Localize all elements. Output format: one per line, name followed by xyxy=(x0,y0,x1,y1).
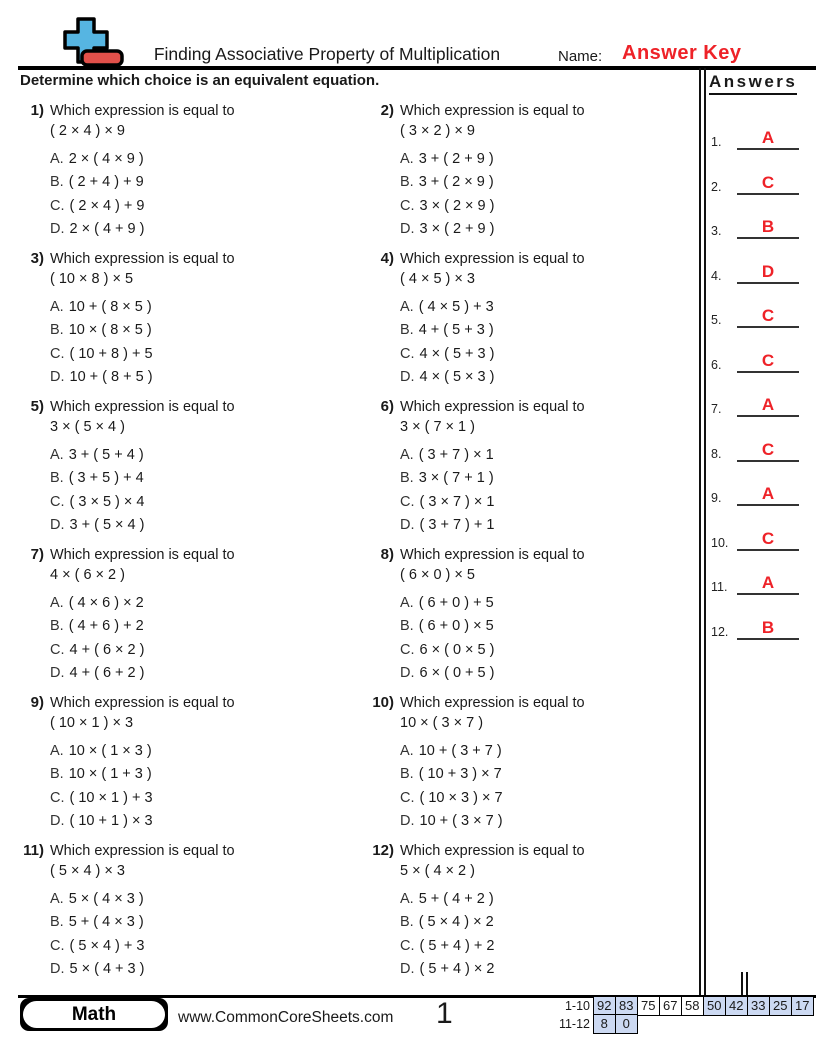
choice-list xyxy=(400,887,700,981)
answer-item xyxy=(711,260,816,284)
website-url: www.CommonCoreSheets.com xyxy=(178,1009,394,1026)
score-row-1-cells xyxy=(594,996,814,1016)
answer-letter: C xyxy=(761,350,775,370)
choice-c xyxy=(400,490,700,514)
choice-b-text: ( 5 × 4 ) × 2 xyxy=(418,914,494,931)
question-prompt: Which expression is equal to xyxy=(50,695,235,711)
choice-c-text: ( 3 × 7 ) × 1 xyxy=(419,493,495,510)
choice-b-letter: B. xyxy=(400,618,414,635)
choice-c-letter: C. xyxy=(400,937,415,954)
answer-blank xyxy=(737,485,799,506)
choice-a-text: ( 4 × 5 ) + 3 xyxy=(418,298,494,315)
score-cell: 92 xyxy=(593,996,617,1016)
choice-d xyxy=(400,514,700,538)
choice-c-text: ( 5 × 4 ) + 3 xyxy=(69,937,145,954)
answers-panel xyxy=(699,68,816,995)
choice-b xyxy=(50,911,350,935)
score-cell: 8 xyxy=(593,1014,617,1034)
answer-number: 2. xyxy=(711,179,722,194)
answer-blank xyxy=(737,352,799,373)
question-body xyxy=(400,250,700,392)
choice-d-text: 10 + ( 3 × 7 ) xyxy=(419,813,503,830)
choice-d xyxy=(400,810,700,834)
answer-item xyxy=(711,215,816,239)
answer-number: 5. xyxy=(711,313,722,327)
choice-d-text: 4 × ( 5 × 3 ) xyxy=(419,369,495,386)
answer-number: 8. xyxy=(711,446,722,461)
choice-a xyxy=(400,887,700,911)
score-table-tick xyxy=(741,972,748,996)
answer-item xyxy=(711,393,816,417)
choice-a xyxy=(50,591,350,615)
answer-blank xyxy=(737,530,799,551)
choice-b-text: 10 × ( 8 × 5 ) xyxy=(68,322,152,339)
answer-item xyxy=(711,304,816,328)
answer-number: 11. xyxy=(711,580,728,594)
choice-a-text: 10 + ( 8 × 5 ) xyxy=(68,298,152,315)
choice-d-letter: D. xyxy=(400,221,415,238)
choice-d-text: 6 × ( 0 + 5 ) xyxy=(419,665,495,682)
choice-c xyxy=(400,638,700,662)
choice-d-text: ( 3 + 7 ) + 1 xyxy=(419,517,495,534)
choice-a-text: 3 + ( 2 + 9 ) xyxy=(418,150,494,167)
score-cell: 75 xyxy=(637,996,661,1016)
choice-a xyxy=(400,591,700,615)
question-number: 6) xyxy=(380,398,394,415)
choice-d-letter: D. xyxy=(400,813,415,830)
question-block xyxy=(350,688,700,836)
answer-number: 6. xyxy=(711,357,722,372)
choice-d-letter: D. xyxy=(50,961,65,978)
choice-b-letter: B. xyxy=(50,766,64,783)
choice-c-letter: C. xyxy=(400,197,415,214)
choice-b-letter: B. xyxy=(50,322,64,339)
choice-c-text: 4 + ( 6 × 2 ) xyxy=(69,641,145,658)
choice-b-letter: B. xyxy=(50,914,64,931)
question-prompt: Which expression is equal to xyxy=(400,843,585,859)
answer-number: 12. xyxy=(711,624,729,639)
score-table xyxy=(552,996,814,1034)
choice-a xyxy=(50,443,350,467)
choice-c xyxy=(50,786,350,810)
question-body xyxy=(400,102,700,244)
choice-c-letter: C. xyxy=(400,789,415,806)
choice-list xyxy=(50,147,350,241)
answer-number: 1. xyxy=(711,135,722,149)
choice-c-text: ( 3 × 5 ) × 4 xyxy=(69,493,145,510)
choice-c-text: 4 × ( 5 + 3 ) xyxy=(419,345,495,362)
choice-d xyxy=(50,514,350,538)
choice-d-text: 5 × ( 4 + 3 ) xyxy=(69,961,145,978)
choice-c xyxy=(50,194,350,218)
question-prompt: Which expression is equal to xyxy=(400,399,585,415)
question-number: 11) xyxy=(23,842,44,859)
choice-a xyxy=(50,887,350,911)
choice-b-text: 5 + ( 4 × 3 ) xyxy=(68,914,144,931)
answer-item xyxy=(711,126,816,150)
choice-a xyxy=(400,443,700,467)
choice-list xyxy=(400,739,700,833)
choice-c-text: ( 10 + 8 ) + 5 xyxy=(69,345,153,362)
answer-letter: A xyxy=(761,573,775,592)
score-cell: 58 xyxy=(681,996,705,1016)
choice-c-letter: C. xyxy=(50,789,65,806)
choice-a-letter: A. xyxy=(50,298,64,315)
choice-c xyxy=(400,786,700,810)
score-cell: 0 xyxy=(615,1014,639,1034)
choice-c-letter: C. xyxy=(400,345,415,362)
answer-item xyxy=(711,527,816,551)
choice-a-text: ( 4 × 6 ) × 2 xyxy=(68,594,144,611)
question-block xyxy=(350,392,700,540)
choice-list xyxy=(400,443,700,537)
score-cell: 50 xyxy=(703,996,727,1016)
score-cell: 17 xyxy=(791,996,815,1016)
answer-item xyxy=(711,482,816,506)
choice-d xyxy=(400,366,700,390)
choice-c xyxy=(50,934,350,958)
question-number: 5) xyxy=(30,398,44,415)
choice-c-letter: C. xyxy=(400,493,415,510)
choice-c-letter: C. xyxy=(50,937,65,954)
choice-c xyxy=(50,342,350,366)
choice-b-letter: B. xyxy=(400,914,414,931)
choice-c xyxy=(50,490,350,514)
answer-blank xyxy=(737,263,799,284)
choice-b xyxy=(400,319,700,343)
choice-b xyxy=(400,911,700,935)
choice-c-text: 3 × ( 2 × 9 ) xyxy=(419,197,495,214)
choice-a-letter: A. xyxy=(400,594,414,611)
question-number: 9) xyxy=(30,694,44,711)
question-prompt: Which expression is equal to xyxy=(50,843,235,859)
choice-c-letter: C. xyxy=(50,197,65,214)
choice-a-text: 5 × ( 4 × 3 ) xyxy=(68,890,144,907)
score-row-2-cells xyxy=(594,1014,638,1034)
question-prompt: Which expression is equal to xyxy=(400,695,585,711)
question-expression: ( 10 × 8 ) × 5 xyxy=(50,271,134,287)
question-prompt: Which expression is equal to xyxy=(50,251,235,267)
question-prompt: Which expression is equal to xyxy=(50,547,235,563)
answer-letter: A xyxy=(761,484,775,503)
choice-c-letter: C. xyxy=(50,345,65,362)
choice-a-letter: A. xyxy=(50,742,64,759)
question-block xyxy=(0,96,350,244)
question-prompt: Which expression is equal to xyxy=(400,251,585,267)
answer-letter: C xyxy=(761,528,775,548)
answer-item xyxy=(711,438,816,462)
choice-b xyxy=(50,763,350,787)
answer-blank xyxy=(737,441,799,462)
choice-c-text: ( 5 + 4 ) + 2 xyxy=(419,937,495,954)
choice-a-text: 2 × ( 4 × 9 ) xyxy=(68,150,144,167)
choice-b-text: ( 2 + 4 ) + 9 xyxy=(68,174,144,191)
choice-a xyxy=(50,739,350,763)
choice-d-text: ( 5 + 4 ) × 2 xyxy=(419,961,495,978)
choice-c-letter: C. xyxy=(50,493,65,510)
answer-item xyxy=(711,171,816,195)
choice-list xyxy=(400,591,700,685)
choice-d-letter: D. xyxy=(50,665,65,682)
choice-a-letter: A. xyxy=(400,446,414,463)
question-body xyxy=(50,102,350,244)
answer-number: 9. xyxy=(711,491,722,505)
score-cell: 83 xyxy=(615,996,639,1016)
question-body xyxy=(50,694,350,836)
answer-blank xyxy=(737,574,799,595)
question-number: 3) xyxy=(30,250,44,267)
question-number: 7) xyxy=(30,546,44,563)
question-number: 10) xyxy=(372,694,394,711)
choice-d-text: 4 + ( 6 + 2 ) xyxy=(69,665,145,682)
answer-key-value: Answer Key xyxy=(622,42,742,64)
name-label: Name: xyxy=(558,48,603,65)
question-prompt: Which expression is equal to xyxy=(400,547,585,563)
question-number: 1) xyxy=(30,102,44,119)
answers-title: Answers xyxy=(709,72,797,95)
choice-a xyxy=(400,147,700,171)
choice-d-letter: D. xyxy=(50,813,65,830)
choice-a-letter: A. xyxy=(50,594,64,611)
choice-a-letter: A. xyxy=(400,890,414,907)
choice-b-text: 4 + ( 5 + 3 ) xyxy=(418,322,494,339)
choice-b-text: 3 × ( 7 + 1 ) xyxy=(418,470,494,487)
choice-b xyxy=(400,615,700,639)
question-number: 2) xyxy=(380,102,394,119)
question-body xyxy=(50,398,350,540)
answer-number: 4. xyxy=(711,268,722,283)
choice-b-letter: B. xyxy=(400,766,414,783)
choice-b-letter: B. xyxy=(400,470,414,487)
choice-d-letter: D. xyxy=(400,369,415,386)
choice-b-text: ( 3 + 5 ) + 4 xyxy=(68,470,144,487)
question-expression: 4 × ( 6 × 2 ) xyxy=(50,567,125,583)
choice-a xyxy=(400,739,700,763)
choice-a-letter: A. xyxy=(50,446,64,463)
question-body xyxy=(50,250,350,392)
choice-a-letter: A. xyxy=(400,742,414,759)
answer-letter: D xyxy=(761,261,775,281)
question-expression: ( 10 × 1 ) × 3 xyxy=(50,715,134,731)
answer-letter: A xyxy=(761,395,775,414)
choice-b xyxy=(50,319,350,343)
questions-grid xyxy=(0,96,700,984)
choice-b-text: ( 6 + 0 ) × 5 xyxy=(418,618,494,635)
choice-c-letter: C. xyxy=(50,641,65,658)
score-cell: 42 xyxy=(725,996,749,1016)
choice-c-text: ( 2 × 4 ) + 9 xyxy=(69,197,145,214)
answer-letter: A xyxy=(761,128,775,147)
answer-letter: C xyxy=(761,439,775,459)
choice-b-letter: B. xyxy=(50,174,64,191)
question-body xyxy=(50,546,350,688)
choice-b xyxy=(400,467,700,491)
choice-a-text: 10 × ( 1 × 3 ) xyxy=(68,742,152,759)
question-body xyxy=(400,398,700,540)
question-block xyxy=(0,540,350,688)
question-block xyxy=(350,540,700,688)
answer-blank xyxy=(737,218,799,239)
score-cell: 25 xyxy=(769,996,793,1016)
choice-a-letter: A. xyxy=(400,298,414,315)
score-row-2-label: 11-12 xyxy=(558,1016,590,1031)
choice-a-letter: A. xyxy=(400,150,414,167)
plus-minus-logo-icon xyxy=(52,16,124,73)
question-prompt: Which expression is equal to xyxy=(50,399,235,415)
question-expression: 3 × ( 5 × 4 ) xyxy=(50,419,125,435)
choice-a-letter: A. xyxy=(50,150,64,167)
choice-list xyxy=(50,887,350,981)
question-block xyxy=(0,244,350,392)
question-body xyxy=(50,842,350,984)
question-body xyxy=(400,546,700,688)
answer-letter: C xyxy=(761,172,775,192)
choice-d xyxy=(50,366,350,390)
choice-d-letter: D. xyxy=(50,517,65,534)
choice-a xyxy=(50,147,350,171)
choice-b xyxy=(50,615,350,639)
choice-a-text: 5 + ( 4 + 2 ) xyxy=(418,890,494,907)
choice-c xyxy=(400,342,700,366)
choice-b-letter: B. xyxy=(400,322,414,339)
choice-a-letter: A. xyxy=(50,890,64,907)
question-block xyxy=(350,96,700,244)
question-expression: ( 3 × 2 ) × 9 xyxy=(400,123,475,139)
choice-c-text: ( 10 × 3 ) × 7 xyxy=(419,789,503,806)
answer-item xyxy=(711,616,816,640)
choice-b xyxy=(400,763,700,787)
choice-c xyxy=(50,638,350,662)
answer-letter: B xyxy=(761,617,775,637)
question-number: 4) xyxy=(380,250,394,267)
choice-a xyxy=(400,295,700,319)
choice-a xyxy=(50,295,350,319)
header-divider xyxy=(18,66,816,70)
answer-letter: B xyxy=(761,217,775,236)
choice-list xyxy=(50,295,350,389)
choice-b-letter: B. xyxy=(400,174,414,191)
choice-a-text: ( 6 + 0 ) + 5 xyxy=(418,594,494,611)
choice-c xyxy=(400,934,700,958)
answers-list xyxy=(701,126,816,660)
choice-d-letter: D. xyxy=(400,517,415,534)
choice-d-text: 3 × ( 2 + 9 ) xyxy=(419,221,495,238)
question-body xyxy=(400,842,700,984)
page-number: 1 xyxy=(436,997,453,1030)
choice-d-text: 10 + ( 8 + 5 ) xyxy=(69,369,153,386)
score-row-1-label: 1-10 xyxy=(564,998,590,1013)
choice-list xyxy=(50,591,350,685)
question-expression: 5 × ( 4 × 2 ) xyxy=(400,863,475,879)
choice-d xyxy=(50,810,350,834)
choice-b-text: ( 10 + 3 ) × 7 xyxy=(418,766,502,783)
answer-item xyxy=(711,349,816,373)
choice-d xyxy=(400,958,700,982)
instruction-text: Determine which choice is an equivalent equation. xyxy=(20,72,380,89)
answer-number: 10. xyxy=(711,535,729,550)
choice-list xyxy=(50,443,350,537)
choice-d-text: ( 10 + 1 ) × 3 xyxy=(69,813,153,830)
choice-d-letter: D. xyxy=(50,221,65,238)
answer-item xyxy=(711,571,816,595)
choice-b-text: ( 4 + 6 ) + 2 xyxy=(68,618,144,635)
choice-d-text: 2 × ( 4 + 9 ) xyxy=(69,221,145,238)
answer-blank xyxy=(737,619,799,640)
choice-a-text: ( 3 + 7 ) × 1 xyxy=(418,446,494,463)
answer-number: 3. xyxy=(711,224,722,238)
answer-blank xyxy=(737,174,799,195)
score-row-2 xyxy=(552,1014,814,1034)
choice-b-letter: B. xyxy=(50,470,64,487)
score-row-1 xyxy=(552,996,814,1016)
question-block xyxy=(0,392,350,540)
score-cell: 67 xyxy=(659,996,683,1016)
choice-d xyxy=(50,218,350,242)
choice-c xyxy=(400,194,700,218)
choice-list xyxy=(50,739,350,833)
choice-b-letter: B. xyxy=(50,618,64,635)
question-block xyxy=(350,836,700,984)
question-expression: ( 4 × 5 ) × 3 xyxy=(400,271,475,287)
choice-c-text: 6 × ( 0 × 5 ) xyxy=(419,641,495,658)
subject-label: Math xyxy=(23,1001,165,1028)
page-title: Finding Associative Property of Multiplication xyxy=(153,44,501,64)
question-block xyxy=(350,244,700,392)
answer-blank xyxy=(737,396,799,417)
question-expression: ( 2 × 4 ) × 9 xyxy=(50,123,125,139)
choice-list xyxy=(400,147,700,241)
choice-b xyxy=(50,171,350,195)
subject-badge xyxy=(20,998,168,1031)
question-block xyxy=(0,836,350,984)
score-cell: 33 xyxy=(747,996,771,1016)
choice-d-letter: D. xyxy=(400,665,415,682)
choice-b xyxy=(400,171,700,195)
choice-b xyxy=(50,467,350,491)
choice-d xyxy=(50,958,350,982)
question-expression: ( 6 × 0 ) × 5 xyxy=(400,567,475,583)
choice-d-letter: D. xyxy=(50,369,65,386)
choice-d xyxy=(50,662,350,686)
choice-b-text: 3 + ( 2 × 9 ) xyxy=(418,174,494,191)
choice-d xyxy=(400,662,700,686)
choice-d xyxy=(400,218,700,242)
answer-blank xyxy=(737,307,799,328)
choice-b-text: 10 × ( 1 + 3 ) xyxy=(68,766,152,783)
choice-c-letter: C. xyxy=(400,641,415,658)
choice-list xyxy=(400,295,700,389)
choice-a-text: 3 + ( 5 + 4 ) xyxy=(68,446,144,463)
choice-d-letter: D. xyxy=(400,961,415,978)
question-block xyxy=(0,688,350,836)
answer-blank xyxy=(737,129,799,150)
question-prompt: Which expression is equal to xyxy=(50,103,235,119)
question-number: 12) xyxy=(372,842,394,859)
question-expression: 10 × ( 3 × 7 ) xyxy=(400,715,484,731)
answer-number: 7. xyxy=(711,402,722,416)
question-body xyxy=(400,694,700,836)
choice-d-text: 3 + ( 5 × 4 ) xyxy=(69,517,145,534)
question-number: 8) xyxy=(380,546,394,563)
question-prompt: Which expression is equal to xyxy=(400,103,585,119)
choice-c-text: ( 10 × 1 ) + 3 xyxy=(69,789,153,806)
question-expression: ( 5 × 4 ) × 3 xyxy=(50,863,125,879)
choice-a-text: 10 + ( 3 + 7 ) xyxy=(418,742,502,759)
answer-letter: C xyxy=(761,306,775,325)
question-expression: 3 × ( 7 × 1 ) xyxy=(400,419,475,435)
